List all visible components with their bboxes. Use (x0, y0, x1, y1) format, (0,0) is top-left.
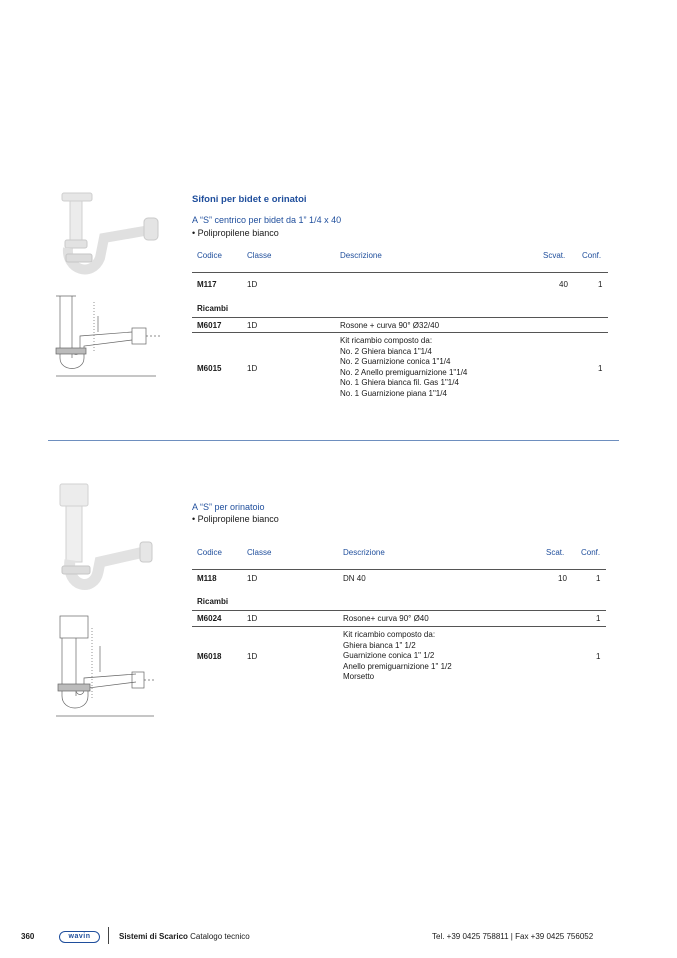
catalog-title-rest: Catalogo tecnico (187, 932, 250, 941)
product-pack-qty: 1 (598, 280, 603, 289)
spare-pack-qty: 1 (598, 364, 603, 373)
spare-description: Kit ricambio composto da: No. 2 Ghiera bianca 1"1/4 No. 2 Guarnizione conica 1"1/4 No. 2 Anello premiguarnizione 1"1/4 No. 1 Ghiera bianca fil. Gas 1"1/4 No. 1 Guarnizione piana 1"1/4 (340, 336, 468, 398)
spare-class: 1D (247, 614, 258, 623)
spare-class: 1D (247, 364, 258, 373)
contact-info: Tel. +39 0425 758811 | Fax +39 0425 756052 (432, 932, 594, 941)
page-number: 360 (21, 932, 35, 941)
product-subtitle: A “S” centrico per bidet da 1” 1/4 x 40 (192, 215, 342, 225)
table-divider (192, 272, 608, 273)
header-scatola: Scvat. (543, 251, 566, 260)
product-class: 1D (247, 280, 258, 289)
spare-description: Kit ricambio composto da: Ghiera bianca 1" 1/2 Guarnizione conica 1" 1/2 Anello premiguarnizione 1" 1/2 Morsetto (343, 630, 452, 681)
header-classe: Classe (247, 251, 272, 260)
catalog-title (119, 932, 250, 941)
product-code: M118 (197, 574, 217, 583)
header-codice: Codice (197, 251, 222, 260)
footer-divider (108, 927, 109, 944)
product-box-qty: 10 (558, 574, 567, 583)
header-confezione: Conf. (582, 251, 602, 260)
product-class: 1D (247, 574, 258, 583)
spare-class: 1D (247, 321, 258, 330)
product-code: M117 (197, 280, 217, 289)
product-description: DN 40 (343, 574, 366, 583)
spare-pack-qty: 1 (596, 614, 601, 623)
siphon-drawing-1 (50, 292, 165, 377)
header-descrizione: Descrizione (343, 548, 385, 557)
section-title: Sifoni per bidet e orinatoi (192, 194, 307, 205)
table-divider (192, 332, 608, 333)
spare-code: M6017 (197, 321, 222, 330)
spare-description: Rosone+ curva 90° Ø40 (343, 614, 429, 623)
product-material: • Polipropilene bianco (192, 228, 279, 238)
siphon-photo-2 (54, 480, 158, 600)
table-divider (192, 610, 606, 611)
header-confezione: Conf. (581, 548, 601, 557)
table-divider (192, 317, 608, 318)
section-separator (48, 440, 619, 441)
spare-class: 1D (247, 652, 258, 661)
spare-code: M6015 (197, 364, 222, 373)
spare-pack-qty: 1 (596, 652, 601, 661)
siphon-drawing-2 (52, 612, 162, 720)
spare-parts-label: Ricambi (197, 597, 229, 606)
wavin-logo: wavin (59, 931, 100, 943)
siphon-photo-1 (52, 190, 164, 285)
spare-parts-label: Ricambi (197, 304, 229, 313)
product-subtitle: A “S” per orinatoio (192, 502, 265, 512)
spare-code: M6024 (197, 614, 222, 623)
header-classe: Classe (247, 548, 272, 557)
spare-description: Rosone + curva 90° Ø32/40 (340, 321, 440, 330)
product-pack-qty: 1 (596, 574, 601, 583)
table-divider (192, 626, 606, 627)
catalog-title-bold: Sistemi di Scarico (119, 932, 188, 941)
table-divider (192, 569, 606, 570)
spare-code: M6018 (197, 652, 222, 661)
product-box-qty: 40 (559, 280, 568, 289)
header-scatola: Scat. (546, 548, 565, 557)
header-codice: Codice (197, 548, 222, 557)
header-descrizione: Descrizione (340, 251, 382, 260)
product-material: • Polipropilene bianco (192, 514, 279, 524)
